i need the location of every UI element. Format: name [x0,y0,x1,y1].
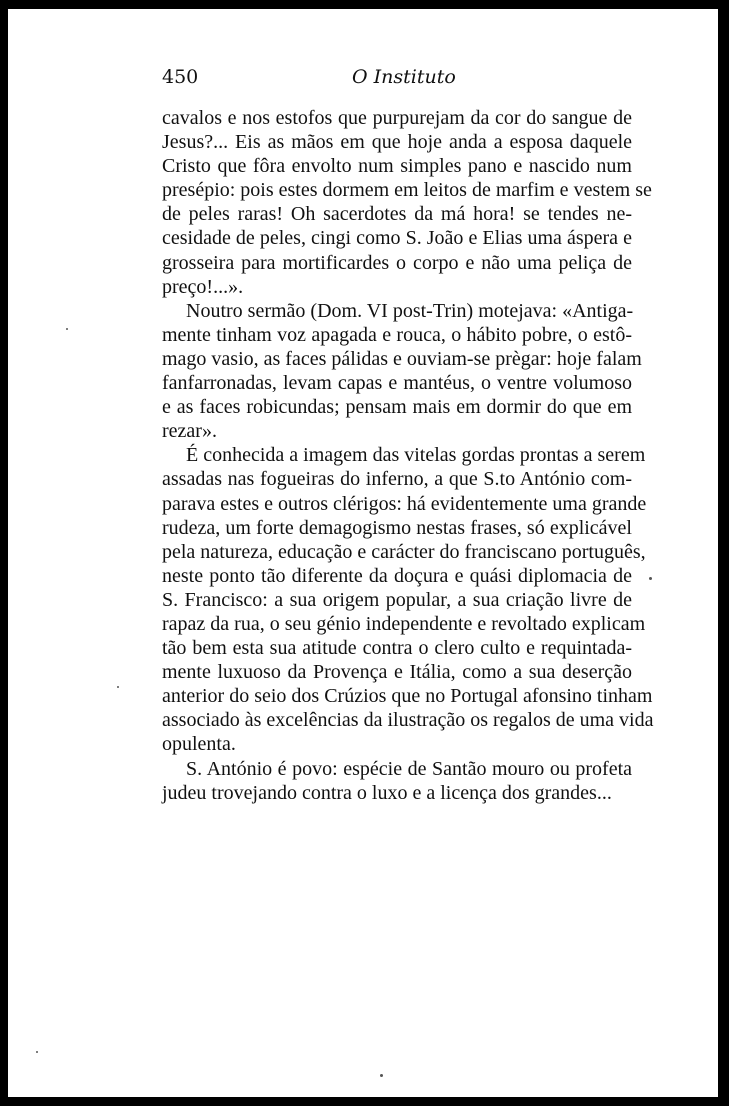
text-line: rezar». [162,420,217,443]
text-line: mente luxuoso da Provença e Itália, como a sua deserção [162,661,632,684]
scan-border-right [718,0,729,1106]
text-line: judeu trovejando contra o luxo e a licença dos grandes... [162,781,612,804]
text-line: parava estes e outros clérigos: há evidentemente uma grande [162,492,647,515]
text-line: tão bem esta sua atitude contra o clero culto e requintada- [162,637,632,660]
scan-border-bottom [0,1097,729,1106]
scan-border-top [0,0,729,9]
text-line: opulenta. [162,733,236,756]
paragraph [162,106,652,299]
scan-speck [66,328,68,330]
scan-speck [117,686,119,688]
text-line: associado às excelências da ilustração os regalos de uma vida [162,709,654,732]
text-line: Jesus?... Eis as mãos em que hoje anda a esposa daquele [162,131,632,154]
scan-border-left [0,0,8,1106]
text-line: neste ponto tão diferente da doçura e quási diplomacia de [162,564,632,587]
text-line: Cristo que fôra envolto num simples pano e nascido num [162,155,632,178]
text-line: S. António é povo: espécie de Santão mouro ou profeta [186,757,632,780]
text-line: mente tinham voz apagada e rouca, o hábito pobre, o estô- [162,323,632,346]
page-number: 450 [162,66,199,88]
text-line: pela natureza, educação e carácter do franciscano português, [162,540,646,563]
paragraph [162,757,632,805]
text-line: mago vasio, as faces pálidas e ouviam-se prègar: hoje falam [162,347,642,370]
text-line: Noutro sermão (Dom. VI post-Trin) motejava: «Antiga- [186,299,634,322]
text-line: cesidade de peles, cingi como S. João e Elias uma áspera e [162,227,632,250]
scan-speck [36,1051,38,1053]
text-line: grosseira para mortificardes o corpo e não uma peliça de [162,251,632,274]
text-line: preço!...». [162,275,244,298]
page-header [162,66,632,92]
text-line: anterior do seio dos Crúzios que no Portugal afonsino tinham [162,685,653,708]
scan-speck [380,1074,383,1077]
text-line: fanfarronadas, levam capas e mantéus, o ventre volumoso [162,372,632,395]
running-title: O Instituto [352,66,456,88]
body-text [162,106,654,805]
text-line: assadas nas fogueiras do inferno, a que S.to António com- [162,468,632,491]
text-line: rudeza, um forte demagogismo nestas frases, só explicável [162,516,632,539]
text-line: rapaz da rua, o seu génio independente e revoltado explicam [162,612,646,635]
paragraph [162,299,642,444]
text-line: presépio: pois estes dormem em leitos de marfim e vestem se [162,179,652,202]
text-line: S. Francisco: a sua origem popular, a sua criação livre de [162,588,632,611]
text-line: e as faces robicundas; pensam mais em dormir do que em [162,396,632,419]
text-line: cavalos e nos estofos que purpurejam da cor do sangue de [162,107,632,129]
text-line: de peles raras! Oh sacerdotes da má hora! se tendes ne- [162,203,632,226]
text-line: É conhecida a imagem das vitelas gordas prontas a serem [186,444,646,467]
scan-speck [649,577,652,580]
paragraph [162,443,654,756]
